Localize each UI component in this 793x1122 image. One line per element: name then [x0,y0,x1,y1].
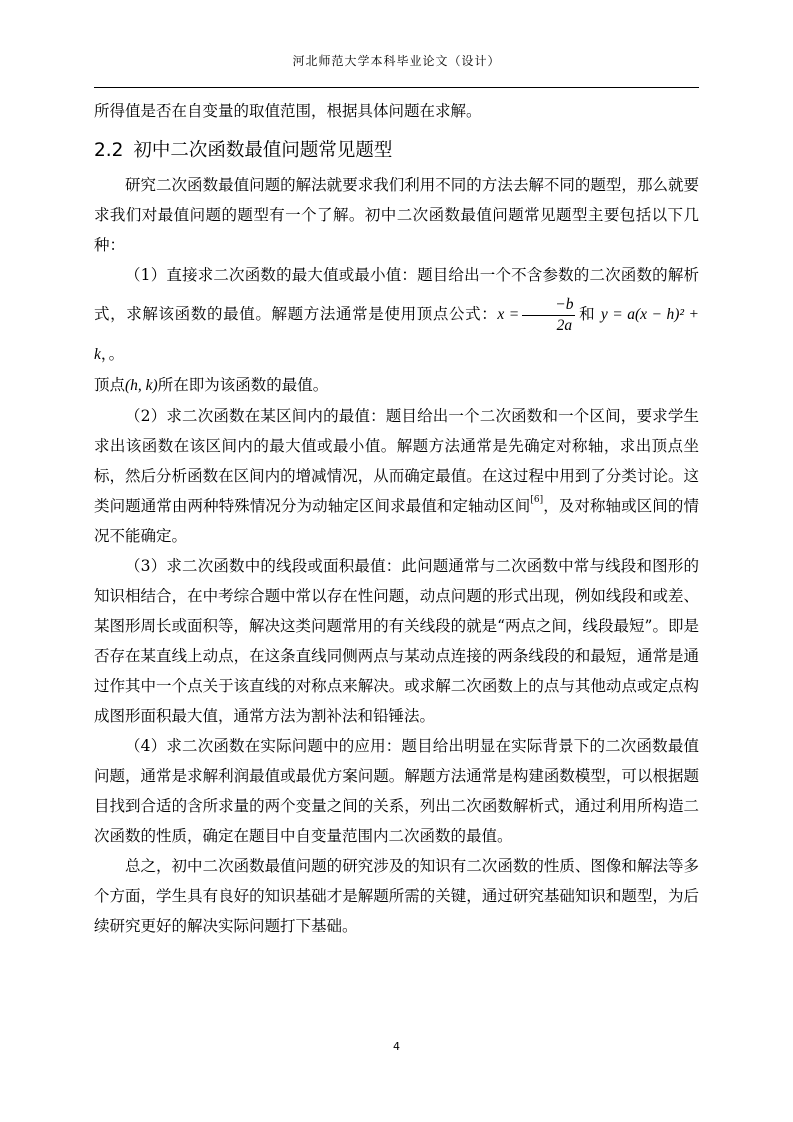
item-3: （3）求二次函数中的线段或面积最值：此问题通常与二次函数中常与线段和图形的知识相结合，在中考综合题中常以存在性问题，动点问题的形式出现，例如线段和或差、某图形周长或面积等，解决这类问题常用的有关线段的就是“两点之间，线段最短”。即是否存在某直线上动点，在这条直线同侧两点与某动点连接的两条线段的和最短，通常是通过作其中一个点关于该直线的对称点来解决。或求解二次函数上的点与其他动点或定点构成图形面积最大值，通常方法为割补法和铅锤法。 [94,557,699,725]
citation-ref: [6] [530,495,544,505]
section-heading [94,139,699,163]
item-1-text-c: 顶点 [94,376,126,394]
formula-x-lhs: x = [497,306,520,323]
section-number: 2.2 [94,140,124,161]
formula-fraction [522,295,575,336]
conclusion-paragraph: 总之，初中二次函数最值问题的研究涉及的知识有二次函数的性质、图像和解法等多个方面，学生具有良好的知识基础才是解题所需的关键，通过研究基础知识和题型，为后续研究更好的解决实际问题打下基础。 [94,857,699,935]
item-1-continued [94,370,699,401]
fraction-numerator: −b [522,295,575,316]
vertex-point: (h, k) [125,377,158,394]
section-title: 初中二次函数最值问题常见题型 [133,140,393,161]
item-1-text-a: （1）直接求二次函数的最大值或最小值：题目给出一个不含参数的二次函数的解析式，求解该函数的最值。解题方法通常是使用顶点公式： [94,266,699,323]
paragraph-intro: 研究二次函数最值问题的解法就要求我们利用不同的方法去解不同的题型，那么就要求我们对最值问题的题型有一个了解。初中二次函数最值问题常见题型主要包括以下几种： [94,176,699,254]
page-body [94,96,699,941]
intro-line: 所得值是否在自变量的取值范围，根据具体问题在求解。 [94,102,482,120]
running-header: 河北师范大学本科毕业论文（设计） [292,54,501,68]
item-1-and: 和 [578,305,596,323]
page-number: 4 [393,1040,400,1053]
item-2 [94,401,699,551]
vertex-formula [497,295,578,334]
item-2-text-b: ，及对称轴或区间的情况不能确定。 [94,497,699,545]
item-1-text-d: 所在即为该函数的最值。 [157,376,329,394]
formula-y: y = a(x − h)² + k [94,306,700,363]
header-rule [94,87,699,88]
item-2-text-a: （2）求二次函数在某区间内的最值：题目给出一个二次函数和一个区间，要求学生求出该函数在该区间内的最大值或最小值。解题方法通常是先确定对称轴，求出顶点坐标，然后分析函数在区间内的增减情况，从而确定最值。在这过程中用到了分类讨论。这类问题通常由两种特殊情况分为动轴定区间求最值和定轴动区间 [94,407,699,515]
item-1-text-b: ，。 [100,345,125,363]
item-4: （4）求二次函数在实际问题中的应用：题目给出明显在实际背景下的二次函数最值问题，通常是求解利润最值或最优方案问题。解题方法通常是构建函数模型，可以根据题目找到合适的含所求量的两个变量之间的关系，列出二次函数解析式，通过利用所构造二次函数的性质，确定在题目中自变量范围内二次函数的最值。 [94,737,699,845]
fraction-denominator: 2a [556,316,573,334]
item-1 [94,260,699,370]
